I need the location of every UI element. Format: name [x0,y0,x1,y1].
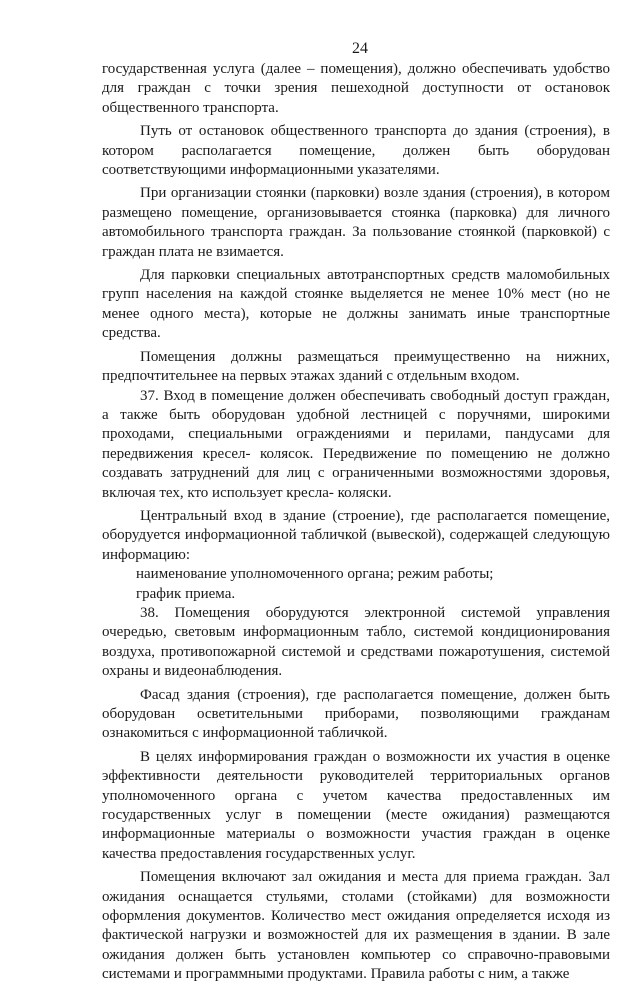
paragraph-parking: При организации стоянки (парковки) возле здания (строения), в котором размещено помещение, организовывается стоянка (парковка) для личного автомобильного транспорта граждан. За пользование стоянкой (парковкой) с граждан плата не взимается. [102,185,610,260]
page-number: 24 [352,40,368,57]
paragraph-37-entrance: 37. Вход в помещение должен обеспечивать свободный доступ граждан, а также быть оборудован удобной лестницей с поручнями, широкими проходами, специальными ограждениями и перилами, пандусами для передвижения кресел- колясок. Передвижение по помещению не должно создавать затруднений для лиц с ограниченными возможностями здоровья, включая тех, кто использует кресла- коляски. [102,387,610,501]
list-item-schedule: график приема. [136,585,236,602]
paragraph-facade-lighting: Фасад здания (строения), где располагается помещение, должен быть оборудован осветительными приборами, позволяющими гражданам ознакомиться с информационной табличкой. [102,686,610,742]
paragraph-waiting-hall: Помещения включают зал ожидания и места для приема граждан. Зал ожидания оснащается стульями, столами (стойками) для возможности оформления документов. Количество мест ожидания определяется исходя из фактической нагрузки и возможностей для их размещения в здании. В зале ожидания должен быть установлен компьютер со справочно-правовыми системами и программными продуктами. Правила работы с ним, а также [102,869,610,983]
document-page [102,40,610,985]
paragraph-premises-accessibility: государственная услуга (далее – помещения), должно обеспечивать удобство для граждан с точки зрения пешеходной доступности от остановок общественного транспорта. [102,61,610,116]
paragraph-central-entrance: Центральный вход в здание (строение), где располагается помещение, оборудуется информационной табличкой (вывеской), содержащей следующую информацию: [102,507,610,563]
paragraph-floor-placement: Помещения должны размещаться преимущественно на нижних, предпочтительнее на первых этажах зданий с отдельным входом. [102,348,610,385]
paragraph-special-parking: Для парковки специальных автотранспортных средств маломобильных групп населения на каждой стоянке выделяется не менее 10% мест (но не менее одного места), которые не должны занимать иные транспортные средства. [102,267,610,342]
list-item-authority-name: наименование уполномоченного органа; режим работы; [136,566,494,583]
paragraph-quality-assessment: В целях информирования граждан о возможности их участия в оценке эффективности деятельности руководителей территориальных органов уполномоченного органа с учетом качества предоставленных им государственных услуг в помещении (месте ожидания) размещаются информационные материалы о возможности участия граждан в оценке качества предоставления государственных услуг. [102,748,610,862]
paragraph-route-signs: Путь от остановок общественного транспорта до здания (строения), в котором располагается помещение, должен быть оборудован соответствующими информационными указателями. [102,123,610,179]
paragraph-38-equipment: 38. Помещения оборудуются электронной системой управления очередью, световым информационным табло, системой кондиционирования воздуха, противопожарной системой и средствами пожаротушения, системой охраны и видеонаблюдения. [102,604,610,680]
